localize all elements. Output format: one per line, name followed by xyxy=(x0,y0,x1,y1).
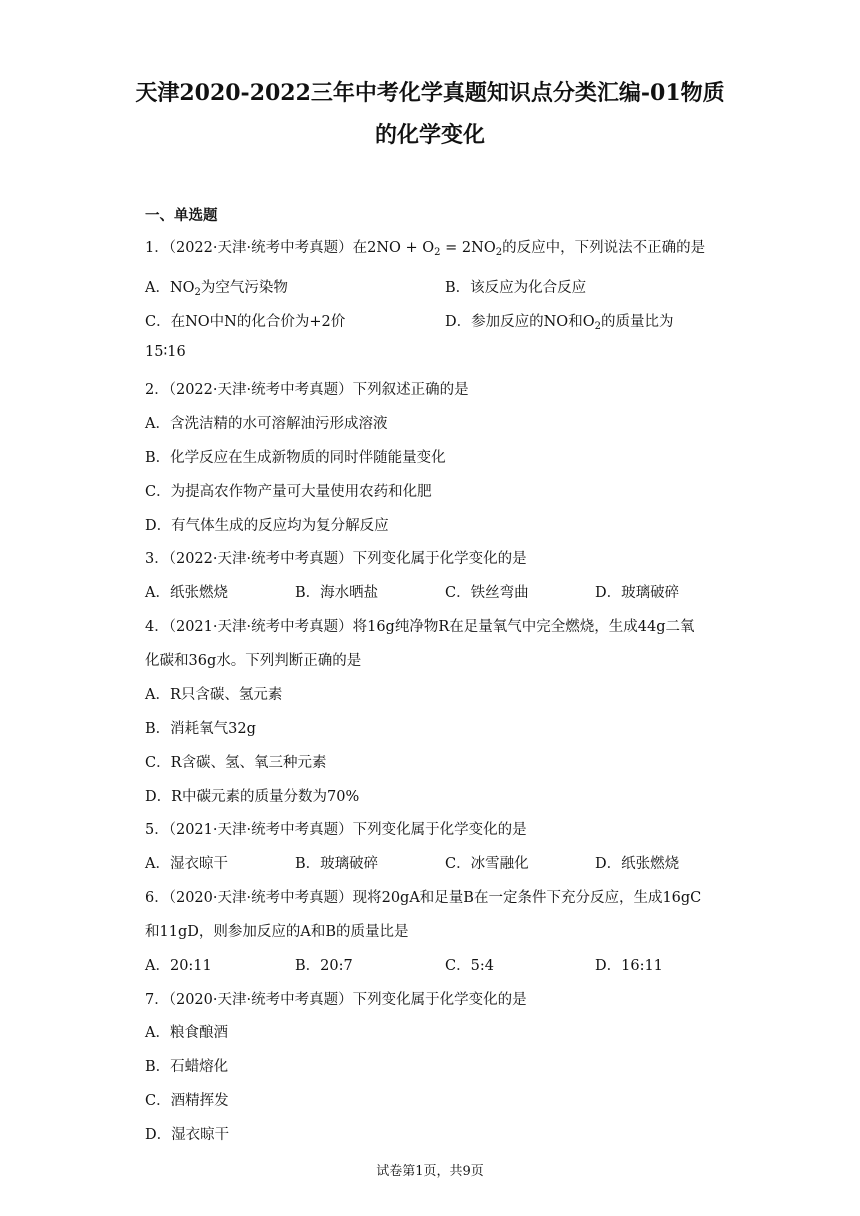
question-2-option-d: D．有气体生成的反应均为复分解反应 xyxy=(145,518,389,534)
question-6-option-b: B．20:7 xyxy=(295,958,353,974)
question-4-option-c: C．R含碳、氢、氧三种元素 xyxy=(145,755,327,771)
question-3-option-c: C．铁丝弯曲 xyxy=(445,585,529,601)
question-7-option-a: A．粮食酿酒 xyxy=(145,1025,228,1041)
question-7-option-c: C．酒精挥发 xyxy=(145,1093,229,1109)
question-1-option-b: B．该反应为化合反应 xyxy=(445,280,587,296)
question-4-stem-line1: 4．（2021·天津·统考中考真题）将16g纯净物R在足量氧气中完全燃烧，生成44g二氧 xyxy=(145,619,695,635)
question-4-option-b: B．消耗氧气32g xyxy=(145,721,256,737)
question-1-option-a: A．$NO_2$为空气污染物 xyxy=(145,280,288,298)
question-7-option-d: D．湿衣晾干 xyxy=(145,1127,230,1143)
question-3-stem: 3．（2022·天津·统考中考真题）下列变化属于化学变化的是 xyxy=(145,551,527,567)
question-6-option-a: A．20:11 xyxy=(145,958,212,974)
question-3-option-b: B．海水晒盐 xyxy=(295,585,379,601)
question-4-stem-line2: 化碳和36g水。下列判断正确的是 xyxy=(145,653,362,669)
question-2-stem: 2．（2022·天津·统考中考真题）下列叙述正确的是 xyxy=(145,382,469,398)
question-6-stem-line2: 和11gD，则参加反应的A和B的质量比是 xyxy=(145,924,409,940)
question-1-option-d: D．参加反应的NO和$O_2$的质量比为 xyxy=(445,314,674,332)
question-2-option-a: A．含洗洁精的水可溶解油污形成溶液 xyxy=(145,416,388,432)
question-2-option-b: B．化学反应在生成新物质的同时伴随能量变化 xyxy=(145,450,446,466)
question-5-option-b: B．玻璃破碎 xyxy=(295,856,379,872)
question-5-option-a: A．湿衣晾干 xyxy=(145,856,228,872)
question-4-option-d: D．R中碳元素的质量分数为70% xyxy=(145,789,360,805)
question-7-stem: 7．（2020·天津·统考中考真题）下列变化属于化学变化的是 xyxy=(145,992,527,1008)
question-3-option-a: A．纸张燃烧 xyxy=(145,585,228,601)
question-7-option-b: B．石蜡熔化 xyxy=(145,1059,229,1075)
section-heading: 一、单选题 xyxy=(145,207,218,224)
page-footer: 试卷第1页，共9页 xyxy=(376,1164,484,1179)
question-1-stem: 1．（2022·天津·统考中考真题）在$2NO + O_2 = 2NO_2$的反应中，下列说法不正确的是 xyxy=(145,240,706,258)
document-title-line1: 天津2020-2022三年中考化学真题知识点分类汇编-01物质 xyxy=(135,80,725,106)
question-2-option-c: C．为提高农作物产量可大量使用农药和化肥 xyxy=(145,484,432,500)
question-1-option-c: C．在NO中N的化合价为+2价 xyxy=(145,314,346,330)
question-6-option-d: D．16:11 xyxy=(595,958,663,974)
question-5-option-c: C．冰雪融化 xyxy=(445,856,529,872)
question-1-option-d-cont: 15∶16 xyxy=(145,344,186,360)
question-6-stem-line1: 6．（2020·天津·统考中考真题）现将20gA和足量B在一定条件下充分反应，生成16gC xyxy=(145,890,702,906)
question-5-stem: 5．（2021·天津·统考中考真题）下列变化属于化学变化的是 xyxy=(145,822,527,838)
question-6-option-c: C．5:4 xyxy=(445,958,494,974)
question-4-option-a: A．R只含碳、氢元素 xyxy=(145,687,283,703)
question-5-option-d: D．纸张燃烧 xyxy=(595,856,680,872)
document-title-line2: 的化学变化 xyxy=(374,122,485,148)
question-3-option-d: D．玻璃破碎 xyxy=(595,585,680,601)
